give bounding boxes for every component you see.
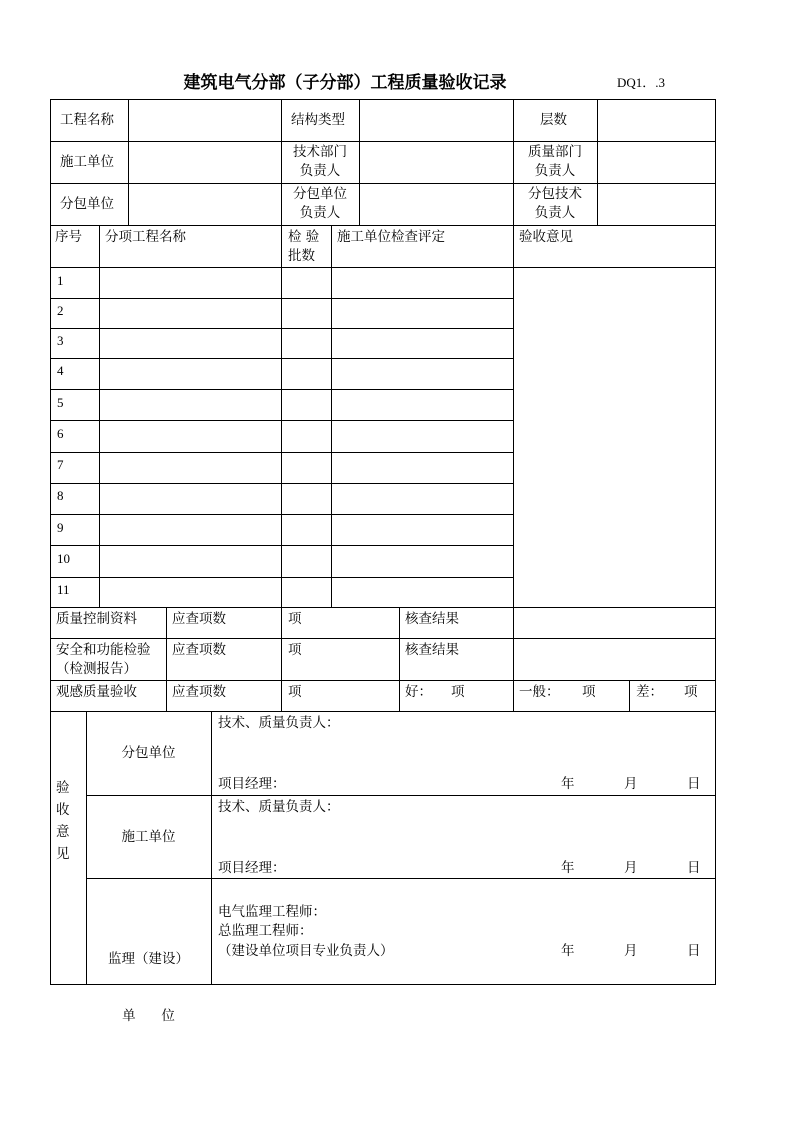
project-manager-label: 项目经理： [218,776,286,792]
item-unit-label: 项 [288,611,302,627]
good-label: 好： [405,684,432,700]
tech-quality-head-label: 技术、质量负责人： [218,715,340,731]
check-result-label: 核查结果 [405,611,459,627]
col-batch-line1: 检 验 [288,229,320,245]
acceptance-sub-unit-label: 分包单位 [121,745,176,761]
row-number: 11 [57,582,70,597]
should-check-label: 应查项数 [172,684,226,700]
row-number: 3 [57,333,64,348]
tech-dept-label [281,143,359,181]
acceptance-char: 验 [56,780,70,796]
day-label: 日 [687,776,701,792]
item-unit-label: 项 [451,684,465,700]
acceptance-supervision-label [86,912,211,1064]
acceptance-char: 见 [56,846,70,862]
item-unit-label: 项 [582,684,596,700]
floors-label: 层数 [540,112,567,128]
col-batch-header [288,228,319,266]
quality-dept-label [513,143,597,181]
row-number: 6 [57,426,64,441]
qc-docs-label: 质量控制资料 [56,611,137,627]
appearance-label: 观感质量验收 [56,684,137,700]
col-no-header: 序号 [55,229,82,245]
acceptance-char: 意 [56,824,70,840]
form-table [50,99,716,1024]
row-number: 5 [57,395,64,410]
sub-unit-head-line1: 分包单位 [293,186,347,202]
chief-engineer-label: 总监理工程师： [218,923,313,939]
col-batch-line2: 批数 [288,248,315,264]
poor-label: 差： [636,684,663,700]
should-check-label: 应查项数 [172,611,226,627]
month-label: 月 [624,943,638,959]
row-number: 10 [57,551,70,566]
safety-check-label [56,641,151,679]
row-number: 9 [57,520,64,535]
acceptance-char: 收 [56,802,70,818]
tech-quality-head-label: 技术、质量负责人： [218,799,340,815]
construction-unit-label: 施工单位 [60,154,114,170]
form-code: DQ1．.3 [617,75,666,90]
row-number: 7 [57,457,64,472]
row-number: 2 [57,303,64,318]
sub-unit-label: 分包单位 [60,196,114,212]
quality-dept-line1: 质量部门 [528,144,582,160]
row-number: 1 [57,273,64,288]
safety-check-line1: 安全和功能检验 [56,642,151,658]
sub-unit-head-label [281,185,359,223]
project-manager-label: 项目经理： [218,860,286,876]
col-name-header: 分项工程名称 [105,229,186,245]
day-label: 日 [687,860,701,876]
tech-dept-line1: 技术部门 [293,144,347,160]
year-label: 年 [561,943,575,959]
acceptance-opinion-label [56,777,70,865]
item-unit-label: 项 [288,684,302,700]
electrical-engineer-label: 电气监理工程师： [218,904,326,920]
tech-dept-line2: 负责人 [299,163,341,179]
day-label: 日 [687,943,701,959]
sub-tech-head-line1: 分包技术 [528,186,582,202]
item-unit-label: 项 [684,684,698,700]
supervision-line1: 监理（建设） [108,951,189,967]
month-label: 月 [624,776,638,792]
should-check-label: 应查项数 [172,642,226,658]
structure-type-label: 结构类型 [291,112,345,128]
row-number: 8 [57,488,64,503]
year-label: 年 [561,776,575,792]
quality-dept-line2: 负责人 [534,163,576,179]
check-result-label: 核查结果 [405,642,459,658]
year-label: 年 [561,860,575,876]
month-label: 月 [624,860,638,876]
safety-check-line2: （检测报告） [56,661,137,677]
col-opinion-header: 验收意见 [519,229,573,245]
sub-unit-head-line2: 负责人 [299,205,341,221]
project-name-label: 工程名称 [60,112,114,128]
form-title: 建筑电气分部（子分部）工程质量验收记录 [183,73,507,93]
sub-tech-head-label [513,185,597,223]
col-eval-header: 施工单位检查评定 [337,229,445,245]
owner-head-label: （建设单位项目专业负责人） [218,943,394,959]
sub-tech-head-line2: 负责人 [534,205,576,221]
general-label: 一般： [519,684,560,700]
supervision-line2: 单 位 [122,1008,175,1024]
row-number: 4 [57,363,64,378]
item-unit-label: 项 [288,642,302,658]
acceptance-construction-unit-label: 施工单位 [121,829,176,845]
